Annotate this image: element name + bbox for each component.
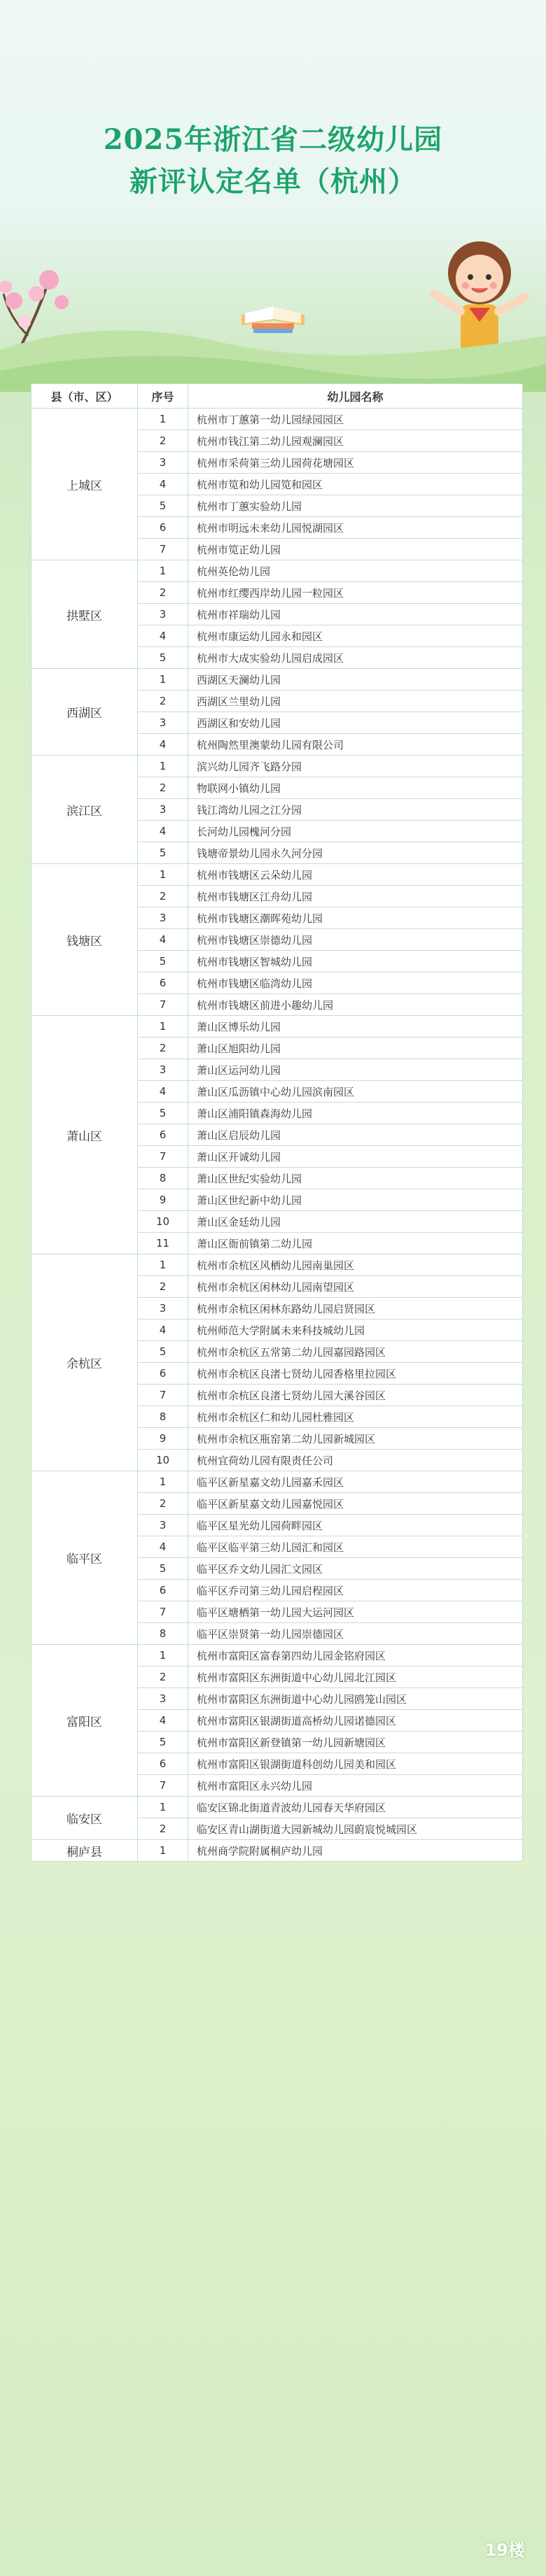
seq-cell: 2	[138, 1818, 188, 1840]
seq-cell: 2	[138, 1038, 188, 1059]
kindergarten-name-cell: 杭州市红缨西岸幼儿园一粒园区	[188, 582, 523, 604]
seq-cell: 6	[138, 1580, 188, 1601]
kindergarten-name-cell: 临平区新星嘉文幼儿园嘉禾园区	[188, 1471, 523, 1493]
kindergarten-name-cell: 杭州商学院附属桐庐幼儿园	[188, 1840, 523, 1862]
kindergarten-table	[31, 383, 523, 1862]
header-name: 幼儿园名称	[188, 384, 523, 409]
county-cell: 拱墅区	[31, 560, 138, 669]
kindergarten-name-cell: 杭州市钱塘区云朵幼儿园	[188, 864, 523, 886]
seq-cell: 4	[138, 929, 188, 951]
kindergarten-name-cell: 临平区新星嘉文幼儿园嘉悦园区	[188, 1493, 523, 1515]
county-cell: 上城区	[31, 409, 138, 560]
table-row	[31, 1797, 523, 1818]
kindergarten-name-cell: 杭州市钱塘区潮晖苑幼儿园	[188, 907, 523, 929]
seq-cell: 1	[138, 864, 188, 886]
kindergarten-name-cell: 临安区青山湖街道大园新城幼儿园蔚宸悦城园区	[188, 1818, 523, 1840]
county-cell: 滨江区	[31, 756, 138, 864]
seq-cell: 2	[138, 691, 188, 712]
kindergarten-name-cell: 萧山区世纪新中幼儿园	[188, 1189, 523, 1211]
seq-cell: 6	[138, 517, 188, 539]
kindergarten-name-cell: 杭州市富阳区永兴幼儿园	[188, 1775, 523, 1797]
seq-cell: 2	[138, 582, 188, 604]
kindergarten-name-cell: 杭州市富阳区新登镇第一幼儿园新塘园区	[188, 1732, 523, 1753]
kindergarten-name-cell: 杭州市钱塘区智城幼儿园	[188, 951, 523, 972]
seq-cell: 1	[138, 1797, 188, 1818]
table-row	[31, 864, 523, 886]
seq-cell: 9	[138, 1428, 188, 1450]
seq-cell: 6	[138, 1753, 188, 1775]
county-cell: 余杭区	[31, 1254, 138, 1471]
seq-cell: 6	[138, 972, 188, 994]
kindergarten-name-cell: 杭州市富阳区银湖街道科创幼儿园美和园区	[188, 1753, 523, 1775]
kindergarten-name-cell: 临平区崇贤第一幼儿园崇德园区	[188, 1623, 523, 1645]
header-seq: 序号	[138, 384, 188, 409]
seq-cell: 1	[138, 1645, 188, 1666]
kindergarten-name-cell: 钱塘帝景幼儿园永久河分园	[188, 842, 523, 864]
seq-cell: 4	[138, 1081, 188, 1103]
seq-cell: 3	[138, 1515, 188, 1536]
seq-cell: 7	[138, 994, 188, 1016]
kindergarten-name-cell: 杭州市余杭区瓶窑第二幼儿园新城园区	[188, 1428, 523, 1450]
kindergarten-name-cell: 杭州市明远未来幼儿园悦湖园区	[188, 517, 523, 539]
kindergarten-name-cell: 杭州市余杭区仁和幼儿园杜雅园区	[188, 1406, 523, 1428]
kindergarten-name-cell: 临平区乔司第三幼儿园启程园区	[188, 1580, 523, 1601]
kindergarten-name-cell: 萧山区开诚幼儿园	[188, 1146, 523, 1168]
table-row	[31, 1254, 523, 1276]
kindergarten-name-cell: 临平区塘栖第一幼儿园大运河园区	[188, 1601, 523, 1623]
seq-cell: 3	[138, 799, 188, 821]
kindergarten-name-cell: 杭州市钱塘区崇德幼儿园	[188, 929, 523, 951]
kindergarten-name-cell: 杭州市钱塘区江舟幼儿园	[188, 886, 523, 907]
seq-cell: 5	[138, 1732, 188, 1753]
seq-cell: 5	[138, 647, 188, 669]
seq-cell: 3	[138, 604, 188, 625]
seq-cell: 11	[138, 1233, 188, 1254]
kindergarten-name-cell: 杭州市大成实验幼儿园启成园区	[188, 647, 523, 669]
seq-cell: 4	[138, 625, 188, 647]
county-cell: 桐庐县	[31, 1840, 138, 1862]
seq-cell: 4	[138, 1319, 188, 1341]
kindergarten-name-cell: 杭州市富阳区银湖街道高桥幼儿园诺德园区	[188, 1710, 523, 1732]
seq-cell: 2	[138, 777, 188, 799]
kindergarten-table-wrap	[31, 383, 522, 1862]
kindergarten-name-cell: 物联网小镇幼儿园	[188, 777, 523, 799]
table-header-row	[31, 384, 523, 409]
table-row	[31, 409, 523, 430]
seq-cell: 6	[138, 1363, 188, 1385]
county-cell: 富阳区	[31, 1645, 138, 1797]
kindergarten-name-cell: 临平区星光幼儿园荷畔园区	[188, 1515, 523, 1536]
seq-cell: 7	[138, 1146, 188, 1168]
kindergarten-name-cell: 临平区临平第三幼儿园汇和园区	[188, 1536, 523, 1558]
kindergarten-name-cell: 萧山区衙前镇第二幼儿园	[188, 1233, 523, 1254]
hills-illustration	[0, 308, 546, 392]
seq-cell: 1	[138, 1840, 188, 1862]
seq-cell: 3	[138, 1688, 188, 1710]
table-row	[31, 1645, 523, 1666]
kindergarten-name-cell: 杭州市康运幼儿园永和园区	[188, 625, 523, 647]
kindergarten-name-cell: 杭州市丁蕙实验幼儿园	[188, 495, 523, 517]
kindergarten-name-cell: 萧山区金廷幼儿园	[188, 1211, 523, 1233]
seq-cell: 5	[138, 951, 188, 972]
kindergarten-name-cell: 临安区锦北街道青波幼儿园春天华府园区	[188, 1797, 523, 1818]
seq-cell: 7	[138, 1385, 188, 1406]
seq-cell: 8	[138, 1168, 188, 1189]
seq-cell: 1	[138, 669, 188, 691]
kindergarten-name-cell: 西湖区天澜幼儿园	[188, 669, 523, 691]
seq-cell: 4	[138, 474, 188, 495]
seq-cell: 4	[138, 1536, 188, 1558]
kindergarten-name-cell: 杭州市笕正幼儿园	[188, 539, 523, 560]
kindergarten-name-cell: 杭州市钱塘区前进小趣幼儿园	[188, 994, 523, 1016]
kindergarten-name-cell: 萧山区世纪实验幼儿园	[188, 1168, 523, 1189]
seq-cell: 5	[138, 1103, 188, 1124]
seq-cell: 4	[138, 821, 188, 842]
kindergarten-name-cell: 西湖区兰里幼儿园	[188, 691, 523, 712]
county-cell: 临安区	[31, 1797, 138, 1840]
page-title-line2: 新评认定名单（杭州）	[130, 165, 416, 198]
seq-cell: 10	[138, 1450, 188, 1471]
seq-cell: 7	[138, 1775, 188, 1797]
seq-cell: 3	[138, 1059, 188, 1081]
kindergarten-name-cell: 杭州宜荷幼儿园有限责任公司	[188, 1450, 523, 1471]
kindergarten-name-cell: 杭州市富阳区富春第四幼儿园金铭府园区	[188, 1645, 523, 1666]
page-title-line1: 2025年浙江省二级幼儿园	[103, 123, 443, 156]
table-row	[31, 1016, 523, 1038]
seq-cell: 7	[138, 1601, 188, 1623]
table-row	[31, 756, 523, 777]
seq-cell: 1	[138, 1471, 188, 1493]
seq-cell: 3	[138, 452, 188, 474]
county-cell: 西湖区	[31, 669, 138, 756]
kindergarten-name-cell: 长河幼儿园槐河分园	[188, 821, 523, 842]
kindergarten-name-cell: 杭州市余杭区五常第二幼儿园嘉园路园区	[188, 1341, 523, 1363]
table-row	[31, 1840, 523, 1862]
seq-cell: 2	[138, 1276, 188, 1298]
seq-cell: 3	[138, 1298, 188, 1319]
kindergarten-name-cell: 杭州市采荷第三幼儿园荷花塘园区	[188, 452, 523, 474]
seq-cell: 3	[138, 712, 188, 734]
kindergarten-name-cell: 萧山区运河幼儿园	[188, 1059, 523, 1081]
kindergarten-name-cell: 杭州市钱江第二幼儿园观澜园区	[188, 430, 523, 452]
kindergarten-name-cell: 杭州市笕和幼儿园笕和园区	[188, 474, 523, 495]
seq-cell: 10	[138, 1211, 188, 1233]
kindergarten-name-cell: 杭州市富阳区东洲街道中心幼儿园鸥笼山园区	[188, 1688, 523, 1710]
kindergarten-name-cell: 杭州市钱塘区临湾幼儿园	[188, 972, 523, 994]
seq-cell: 1	[138, 756, 188, 777]
county-cell: 临平区	[31, 1471, 138, 1645]
kindergarten-name-cell: 萧山区启辰幼儿园	[188, 1124, 523, 1146]
seq-cell: 8	[138, 1406, 188, 1428]
seq-cell: 3	[138, 907, 188, 929]
kindergarten-name-cell: 萧山区瓜沥镇中心幼儿园滨南园区	[188, 1081, 523, 1103]
seq-cell: 2	[138, 430, 188, 452]
kindergarten-name-cell: 杭州市丁蕙第一幼儿园绿园园区	[188, 409, 523, 430]
kindergarten-name-cell: 萧山区旭阳幼儿园	[188, 1038, 523, 1059]
seq-cell: 7	[138, 539, 188, 560]
seq-cell: 5	[138, 1558, 188, 1580]
kindergarten-name-cell: 滨兴幼儿园齐飞路分园	[188, 756, 523, 777]
seq-cell: 2	[138, 886, 188, 907]
kindergarten-name-cell: 杭州市余杭区良渚七贤幼儿园香格里拉园区	[188, 1363, 523, 1385]
seq-cell: 5	[138, 842, 188, 864]
seq-cell: 9	[138, 1189, 188, 1211]
kindergarten-name-cell: 杭州市余杭区风栖幼儿园南巢园区	[188, 1254, 523, 1276]
kindergarten-name-cell: 杭州市祥瑞幼儿园	[188, 604, 523, 625]
header-county: 县（市、区）	[31, 384, 138, 409]
county-cell: 萧山区	[31, 1016, 138, 1254]
kindergarten-name-cell: 萧山区博乐幼儿园	[188, 1016, 523, 1038]
seq-cell: 2	[138, 1666, 188, 1688]
watermark-logo: 19楼	[484, 2540, 525, 2560]
table-row	[31, 1471, 523, 1493]
seq-cell: 4	[138, 734, 188, 756]
kindergarten-name-cell: 杭州师范大学附属未来科技城幼儿园	[188, 1319, 523, 1341]
seq-cell: 1	[138, 1016, 188, 1038]
kindergarten-name-cell: 杭州市富阳区东洲街道中心幼儿园北江园区	[188, 1666, 523, 1688]
table-body	[31, 409, 523, 1862]
seq-cell: 1	[138, 409, 188, 430]
table-row	[31, 669, 523, 691]
seq-cell: 8	[138, 1623, 188, 1645]
seq-cell: 1	[138, 1254, 188, 1276]
seq-cell: 4	[138, 1710, 188, 1732]
kindergarten-name-cell: 临平区乔文幼儿园汇文园区	[188, 1558, 523, 1580]
kindergarten-name-cell: 萧山区浦阳镇森海幼儿园	[188, 1103, 523, 1124]
seq-cell: 6	[138, 1124, 188, 1146]
seq-cell: 1	[138, 560, 188, 582]
seq-cell: 2	[138, 1493, 188, 1515]
county-cell: 钱塘区	[31, 864, 138, 1016]
kindergarten-name-cell: 钱江湾幼儿园之江分园	[188, 799, 523, 821]
kindergarten-name-cell: 西湖区和安幼儿园	[188, 712, 523, 734]
table-row	[31, 560, 523, 582]
kindergarten-name-cell: 杭州陶然里澳蒙幼儿园有限公司	[188, 734, 523, 756]
seq-cell: 5	[138, 495, 188, 517]
kindergarten-name-cell: 杭州市余杭区闲林东路幼儿园启贤园区	[188, 1298, 523, 1319]
kindergarten-name-cell: 杭州市余杭区良渚七贤幼儿园大溪谷园区	[188, 1385, 523, 1406]
seq-cell: 5	[138, 1341, 188, 1363]
kindergarten-name-cell: 杭州英伦幼儿园	[188, 560, 523, 582]
kindergarten-name-cell: 杭州市余杭区闲林幼儿园南望园区	[188, 1276, 523, 1298]
